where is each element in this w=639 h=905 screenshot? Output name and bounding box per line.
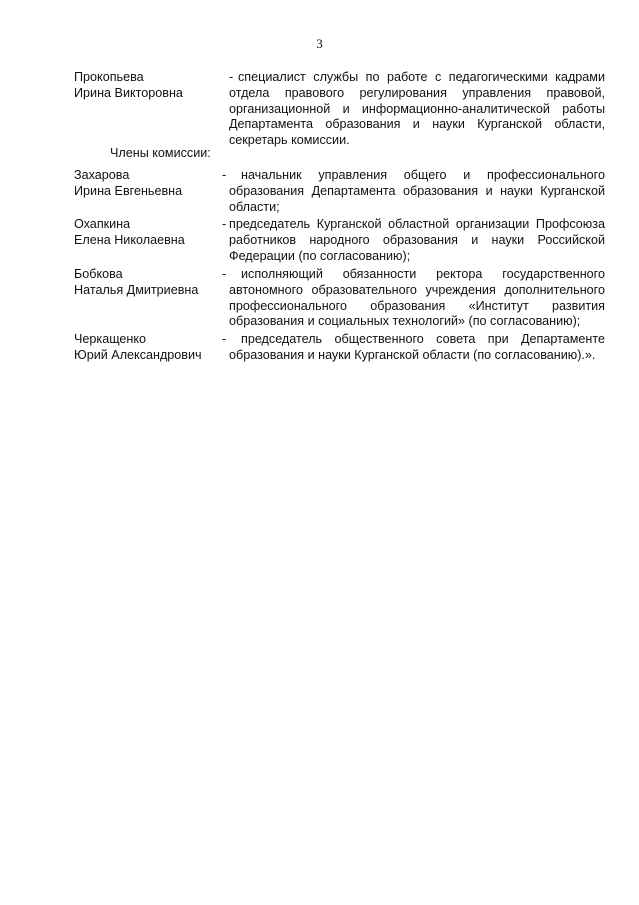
person-surname: Охапкина <box>74 217 131 231</box>
person-name <box>74 267 227 299</box>
person-name <box>74 332 227 364</box>
member-entry <box>0 217 639 267</box>
person-name <box>74 217 227 249</box>
person-given-names: Юрий Александрович <box>74 347 202 362</box>
role-description: председатель Курганской областной организации Профсоюза работников народного образования и науки Российской Федерации (по согласованию); <box>229 217 605 263</box>
member-entry <box>0 267 639 331</box>
dash-separator: - <box>222 267 227 281</box>
secretary-entry <box>0 70 639 150</box>
person-name <box>74 168 227 200</box>
person-given-names: Ирина Евгеньевна <box>74 183 183 198</box>
role-description: начальник управления общего и профессионального образования Департамента образования и науки Курганской области; <box>229 168 605 214</box>
members-heading: Члены комиссии: <box>110 146 211 160</box>
person-surname: Черкащенко <box>74 332 147 346</box>
member-entry <box>0 168 639 218</box>
page-number: 3 <box>316 36 323 51</box>
role-description: исполняющий обязанности ректора государственного автономного образовательного учреждения дополнительного профессионального образования «Институт развития образования и социальных технологий» (по согласованию); <box>229 267 605 329</box>
member-entry <box>0 332 639 366</box>
person-name <box>74 70 224 102</box>
person-surname: Бобкова <box>74 267 123 281</box>
person-given-names: Ирина Викторовна <box>74 85 183 100</box>
person-surname: Захарова <box>74 168 130 182</box>
dash-separator: - <box>222 217 227 231</box>
role-description: специалист службы по работе с педагогическими кадрами отдела правового регулирования управления правовой, организационной и информационно-аналитической работы Департамента образования и науки Курганской области, секретарь комиссии. <box>229 70 605 148</box>
dash-separator: - <box>229 70 234 84</box>
person-surname: Прокопьева <box>74 70 144 84</box>
role-description: председатель общественного совета при Департаменте образования и науки Курганской области (по согласованию).». <box>229 332 605 362</box>
dash-separator: - <box>222 332 227 346</box>
person-given-names: Елена Николаевна <box>74 232 185 247</box>
person-given-names: Наталья Дмитриевна <box>74 282 199 297</box>
dash-separator: - <box>222 168 227 182</box>
